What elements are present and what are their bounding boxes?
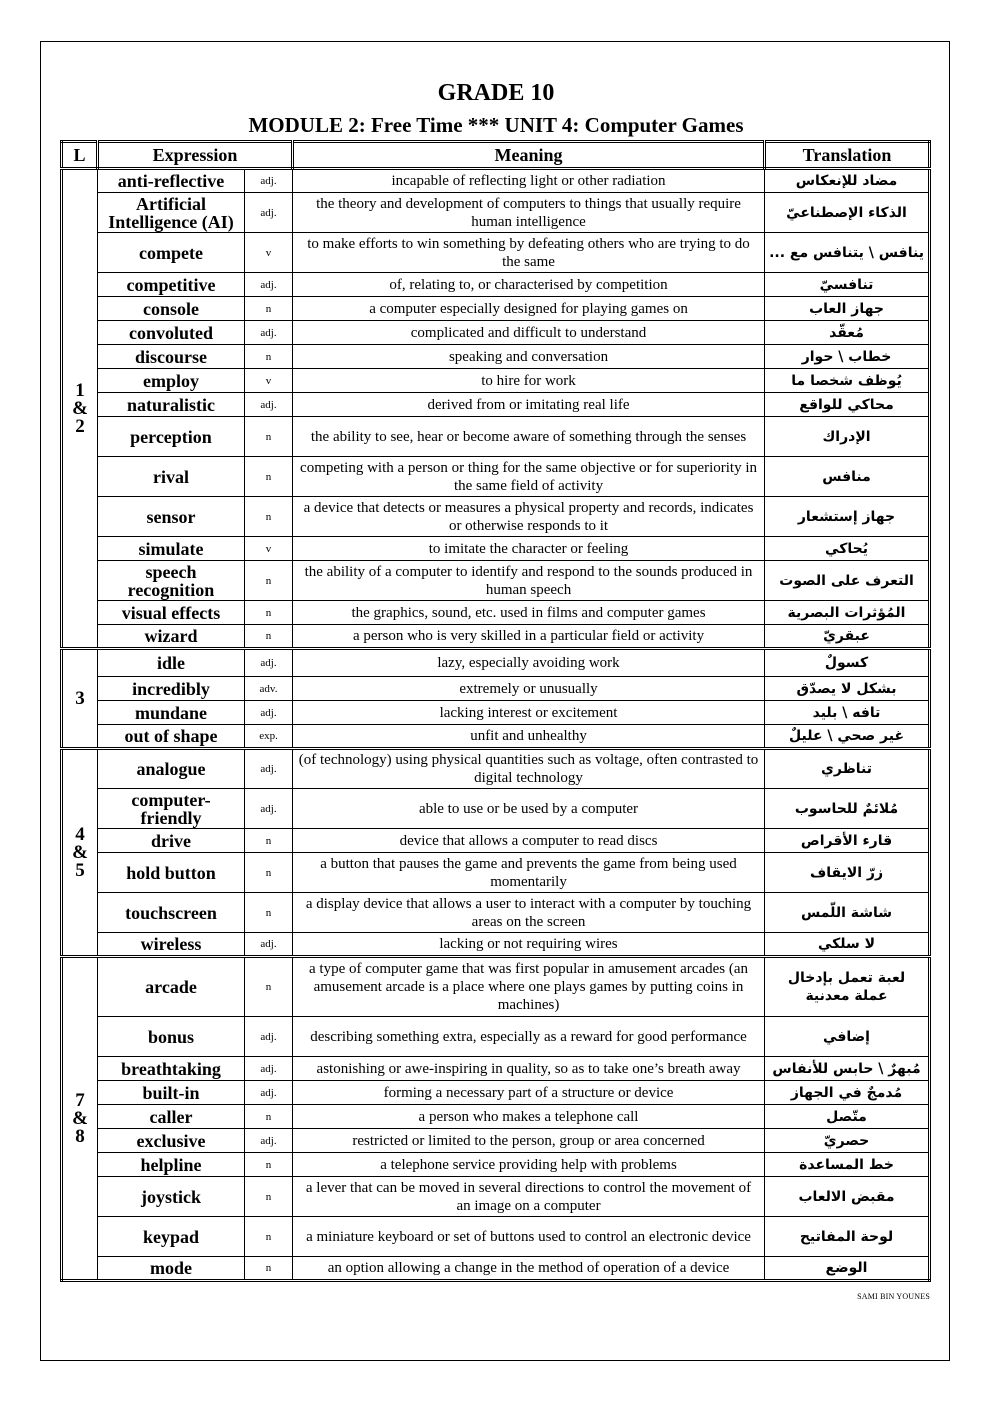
part-of-speech-cell: adj. bbox=[245, 1057, 293, 1081]
table-row bbox=[62, 725, 930, 749]
part-of-speech-cell: n bbox=[245, 417, 293, 457]
part-of-speech-cell: n bbox=[245, 957, 293, 1017]
table-row bbox=[62, 1257, 930, 1281]
part-of-speech-cell: adj. bbox=[245, 649, 293, 677]
table-row bbox=[62, 1017, 930, 1057]
part-of-speech-cell: n bbox=[245, 1153, 293, 1177]
meaning-cell: restricted or limited to the person, group or area concerned bbox=[293, 1129, 765, 1153]
expression-cell: drive bbox=[98, 829, 245, 853]
level-cell: 4 & 5 bbox=[62, 749, 98, 957]
table-row bbox=[62, 497, 930, 537]
table-row bbox=[62, 457, 930, 497]
table-row bbox=[62, 749, 930, 789]
translation-cell: تافه \ بليد bbox=[765, 701, 930, 725]
table-row bbox=[62, 677, 930, 701]
table-row bbox=[62, 957, 930, 1017]
table-row bbox=[62, 701, 930, 725]
translation-cell: حصريّ bbox=[765, 1129, 930, 1153]
expression-cell: console bbox=[98, 297, 245, 321]
part-of-speech-cell: adj. bbox=[245, 193, 293, 233]
translation-cell: لا سلكي bbox=[765, 933, 930, 957]
expression-cell: exclusive bbox=[98, 1129, 245, 1153]
part-of-speech-cell: n bbox=[245, 345, 293, 369]
translation-cell: محاكي للواقع bbox=[765, 393, 930, 417]
translation-cell: تنافسيّ bbox=[765, 273, 930, 297]
expression-cell: out of shape bbox=[98, 725, 245, 749]
page-subtitle: MODULE 2: Free Time *** UNIT 4: Computer Games bbox=[248, 113, 744, 137]
meaning-cell: describing something extra, especially as a reward for good performance bbox=[293, 1017, 765, 1057]
meaning-cell: lacking interest or excitement bbox=[293, 701, 765, 725]
translation-cell: الوضع bbox=[765, 1257, 930, 1281]
table-row bbox=[62, 297, 930, 321]
translation-cell: قارء الأقراص bbox=[765, 829, 930, 853]
part-of-speech-cell: adj. bbox=[245, 933, 293, 957]
meaning-cell: a computer especially designed for playing games on bbox=[293, 297, 765, 321]
translation-cell: لوحة المفاتيح bbox=[765, 1217, 930, 1257]
expression-cell: wireless bbox=[98, 933, 245, 957]
part-of-speech-cell: adj. bbox=[245, 393, 293, 417]
table-row bbox=[62, 369, 930, 393]
translation-cell: جهاز إستشعار bbox=[765, 497, 930, 537]
vocabulary-table bbox=[60, 140, 931, 1282]
meaning-cell: complicated and difficult to understand bbox=[293, 321, 765, 345]
part-of-speech-cell: n bbox=[245, 853, 293, 893]
translation-cell: إضافي bbox=[765, 1017, 930, 1057]
meaning-cell: (of technology) using physical quantities such as voltage, often contrasted to digital technology bbox=[293, 749, 765, 789]
vocabulary-table-body bbox=[62, 169, 930, 1281]
translation-cell: مُدمجٌ في الجهاز bbox=[765, 1081, 930, 1105]
part-of-speech-cell: adj. bbox=[245, 1017, 293, 1057]
translation-cell: يُوظف شخصا ما bbox=[765, 369, 930, 393]
meaning-cell: the ability of a computer to identify and respond to the sounds produced in human speech bbox=[293, 561, 765, 601]
part-of-speech-cell: n bbox=[245, 561, 293, 601]
part-of-speech-cell: n bbox=[245, 1217, 293, 1257]
part-of-speech-cell: n bbox=[245, 601, 293, 625]
translation-cell: تناظري bbox=[765, 749, 930, 789]
table-row bbox=[62, 789, 930, 829]
expression-cell: mode bbox=[98, 1257, 245, 1281]
translation-cell: مُعقّد bbox=[765, 321, 930, 345]
translation-cell: غير صحي \ عليلٌ bbox=[765, 725, 930, 749]
table-header-row bbox=[62, 142, 930, 169]
meaning-cell: a person who makes a telephone call bbox=[293, 1105, 765, 1129]
table-row bbox=[62, 233, 930, 273]
expression-cell: keypad bbox=[98, 1217, 245, 1257]
part-of-speech-cell: n bbox=[245, 297, 293, 321]
part-of-speech-cell: adv. bbox=[245, 677, 293, 701]
expression-cell: joystick bbox=[98, 1177, 245, 1217]
table-row bbox=[62, 321, 930, 345]
meaning-cell: astonishing or awe-inspiring in quality, so as to take one’s breath away bbox=[293, 1057, 765, 1081]
expression-cell: employ bbox=[98, 369, 245, 393]
translation-cell: ينافس \ يتنافس مع ... bbox=[765, 233, 930, 273]
part-of-speech-cell: adj. bbox=[245, 321, 293, 345]
meaning-cell: device that allows a computer to read discs bbox=[293, 829, 765, 853]
expression-cell: competitive bbox=[98, 273, 245, 297]
expression-cell: rival bbox=[98, 457, 245, 497]
part-of-speech-cell: adj. bbox=[245, 701, 293, 725]
level-cell: 7 & 8 bbox=[62, 957, 98, 1281]
part-of-speech-cell: n bbox=[245, 625, 293, 649]
level-column-header: L bbox=[62, 142, 98, 169]
meaning-cell: the ability to see, hear or become aware of something through the senses bbox=[293, 417, 765, 457]
table-row bbox=[62, 649, 930, 677]
translation-cell: المُؤثرات البصرية bbox=[765, 601, 930, 625]
expression-cell: simulate bbox=[98, 537, 245, 561]
expression-column-header: Expression bbox=[98, 142, 293, 169]
table-row bbox=[62, 193, 930, 233]
meaning-cell: to make efforts to win something by defeating others who are trying to do the same bbox=[293, 233, 765, 273]
part-of-speech-cell: n bbox=[245, 457, 293, 497]
expression-cell: naturalistic bbox=[98, 393, 245, 417]
author-credit: SAMI BIN YOUNES bbox=[857, 1292, 930, 1301]
translation-cell: مضاد للإنعكاس bbox=[765, 169, 930, 193]
translation-cell: يُحاكي bbox=[765, 537, 930, 561]
expression-cell: incredibly bbox=[98, 677, 245, 701]
translation-column-header: Translation bbox=[765, 142, 930, 169]
meaning-cell: able to use or be used by a computer bbox=[293, 789, 765, 829]
translation-cell: شاشة اللّمس bbox=[765, 893, 930, 933]
table-row bbox=[62, 853, 930, 893]
expression-cell: built-in bbox=[98, 1081, 245, 1105]
translation-cell: خطاب \ حوار bbox=[765, 345, 930, 369]
part-of-speech-cell: n bbox=[245, 829, 293, 853]
expression-cell: computer-friendly bbox=[98, 789, 245, 829]
meaning-cell: derived from or imitating real life bbox=[293, 393, 765, 417]
translation-cell: كسولٌ bbox=[765, 649, 930, 677]
expression-cell: idle bbox=[98, 649, 245, 677]
expression-cell: discourse bbox=[98, 345, 245, 369]
expression-cell: Artificial Intelligence (AI) bbox=[98, 193, 245, 233]
table-row bbox=[62, 169, 930, 193]
meaning-cell: extremely or unusually bbox=[293, 677, 765, 701]
meaning-cell: a lever that can be moved in several directions to control the movement of an image on a computer bbox=[293, 1177, 765, 1217]
table-row bbox=[62, 1129, 930, 1153]
meaning-cell: a button that pauses the game and prevents the game from being used momentarily bbox=[293, 853, 765, 893]
part-of-speech-cell: n bbox=[245, 893, 293, 933]
meaning-cell: speaking and conversation bbox=[293, 345, 765, 369]
table-row bbox=[62, 893, 930, 933]
expression-cell: caller bbox=[98, 1105, 245, 1129]
meaning-cell: incapable of reflecting light or other radiation bbox=[293, 169, 765, 193]
part-of-speech-cell: v bbox=[245, 369, 293, 393]
translation-cell: منافس bbox=[765, 457, 930, 497]
expression-cell: breathtaking bbox=[98, 1057, 245, 1081]
part-of-speech-cell: exp. bbox=[245, 725, 293, 749]
table-row bbox=[62, 1105, 930, 1129]
level-cell: 3 bbox=[62, 649, 98, 749]
part-of-speech-cell: n bbox=[245, 1105, 293, 1129]
table-row bbox=[62, 273, 930, 297]
expression-cell: convoluted bbox=[98, 321, 245, 345]
expression-cell: perception bbox=[98, 417, 245, 457]
expression-cell: mundane bbox=[98, 701, 245, 725]
table-row bbox=[62, 829, 930, 853]
translation-cell: الإدراك bbox=[765, 417, 930, 457]
translation-cell: مُلائمٌ للحاسوب bbox=[765, 789, 930, 829]
expression-cell: visual effects bbox=[98, 601, 245, 625]
meaning-cell: to hire for work bbox=[293, 369, 765, 393]
expression-cell: speech recognition bbox=[98, 561, 245, 601]
part-of-speech-cell: n bbox=[245, 497, 293, 537]
translation-cell: خط المساعدة bbox=[765, 1153, 930, 1177]
table-row bbox=[62, 933, 930, 957]
meaning-cell: lacking or not requiring wires bbox=[293, 933, 765, 957]
meaning-cell: forming a necessary part of a structure or device bbox=[293, 1081, 765, 1105]
part-of-speech-cell: adj. bbox=[245, 169, 293, 193]
table-row bbox=[62, 537, 930, 561]
meaning-cell: a miniature keyboard or set of buttons used to control an electronic device bbox=[293, 1217, 765, 1257]
expression-cell: arcade bbox=[98, 957, 245, 1017]
meaning-cell: an option allowing a change in the method of operation of a device bbox=[293, 1257, 765, 1281]
table-row bbox=[62, 601, 930, 625]
part-of-speech-cell: adj. bbox=[245, 1081, 293, 1105]
expression-cell: hold button bbox=[98, 853, 245, 893]
part-of-speech-cell: adj. bbox=[245, 273, 293, 297]
translation-cell: مُبهرٌ \ حابس للأنفاس bbox=[765, 1057, 930, 1081]
part-of-speech-cell: adj. bbox=[245, 789, 293, 829]
meaning-cell: a person who is very skilled in a particular field or activity bbox=[293, 625, 765, 649]
part-of-speech-cell: v bbox=[245, 233, 293, 273]
table-row bbox=[62, 1153, 930, 1177]
translation-cell: التعرف على الصوت bbox=[765, 561, 930, 601]
expression-cell: touchscreen bbox=[98, 893, 245, 933]
expression-cell: bonus bbox=[98, 1017, 245, 1057]
translation-cell: جهاز العاب bbox=[765, 297, 930, 321]
meaning-cell: a device that detects or measures a physical property and records, indicates or otherwise responds to it bbox=[293, 497, 765, 537]
expression-cell: helpline bbox=[98, 1153, 245, 1177]
table-row bbox=[62, 1057, 930, 1081]
part-of-speech-cell: n bbox=[245, 1257, 293, 1281]
table-row bbox=[62, 1177, 930, 1217]
translation-cell: لعبة تعمل بإدخال عملة معدنية bbox=[765, 957, 930, 1017]
part-of-speech-cell: n bbox=[245, 1177, 293, 1217]
table-row bbox=[62, 1217, 930, 1257]
meaning-cell: to imitate the character or feeling bbox=[293, 537, 765, 561]
part-of-speech-cell: v bbox=[245, 537, 293, 561]
meaning-cell: competing with a person or thing for the same objective or for superiority in the same field of activity bbox=[293, 457, 765, 497]
part-of-speech-cell: adj. bbox=[245, 1129, 293, 1153]
expression-cell: anti-reflective bbox=[98, 169, 245, 193]
meaning-column-header: Meaning bbox=[293, 142, 765, 169]
expression-cell: sensor bbox=[98, 497, 245, 537]
expression-cell: compete bbox=[98, 233, 245, 273]
expression-cell: analogue bbox=[98, 749, 245, 789]
translation-cell: زرّ الايقاف bbox=[765, 853, 930, 893]
expression-cell: wizard bbox=[98, 625, 245, 649]
translation-cell: بشكل لا يصدّق bbox=[765, 677, 930, 701]
table-row bbox=[62, 1081, 930, 1105]
meaning-cell: the graphics, sound, etc. used in films and computer games bbox=[293, 601, 765, 625]
level-cell: 1 & 2 bbox=[62, 169, 98, 649]
table-row bbox=[62, 393, 930, 417]
meaning-cell: a display device that allows a user to interact with a computer by touching areas on the screen bbox=[293, 893, 765, 933]
table-row bbox=[62, 345, 930, 369]
translation-cell: مقبض الالعاب bbox=[765, 1177, 930, 1217]
table-row bbox=[62, 417, 930, 457]
part-of-speech-cell: adj. bbox=[245, 749, 293, 789]
meaning-cell: the theory and development of computers to things that usually require human intelligence bbox=[293, 193, 765, 233]
meaning-cell: of, relating to, or characterised by competition bbox=[293, 273, 765, 297]
meaning-cell: a type of computer game that was first popular in amusement arcades (an amusement arcade is a place where one plays games by putting coins in machines) bbox=[293, 957, 765, 1017]
translation-cell: الذكاء الإصطناعيّ bbox=[765, 193, 930, 233]
table-row bbox=[62, 561, 930, 601]
table-row bbox=[62, 625, 930, 649]
meaning-cell: lazy, especially avoiding work bbox=[293, 649, 765, 677]
meaning-cell: a telephone service providing help with problems bbox=[293, 1153, 765, 1177]
page-title: GRADE 10 bbox=[437, 80, 555, 106]
translation-cell: متّصل bbox=[765, 1105, 930, 1129]
meaning-cell: unfit and unhealthy bbox=[293, 725, 765, 749]
translation-cell: عبقريّ bbox=[765, 625, 930, 649]
